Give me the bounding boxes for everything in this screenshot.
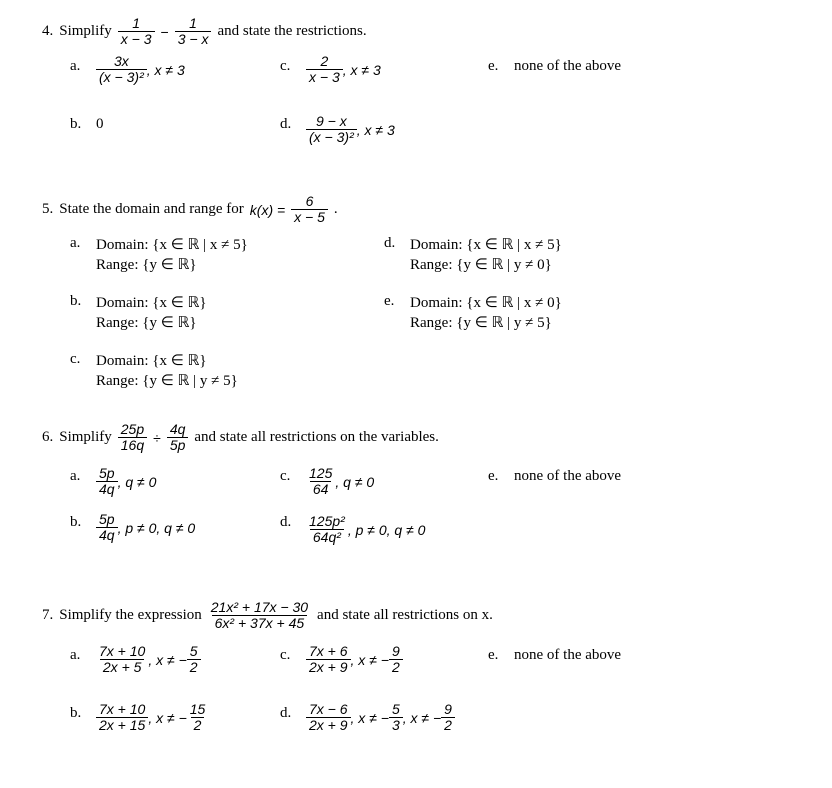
q6-option-a-label: a.: [70, 468, 81, 484]
q7-d-restriction-fraction-1: [389, 702, 403, 734]
q7-option-e: none of the above: [514, 647, 622, 663]
q4-option-d-label: d.: [280, 116, 292, 132]
q6-d-fraction: [306, 514, 348, 546]
q7-a-restriction-fraction: [187, 644, 201, 676]
q4-suffix: and state the restrictions.: [217, 23, 367, 40]
q5-function: k(x) =: [249, 201, 286, 218]
q7-b-restriction: , x ≠ −: [148, 709, 187, 726]
q4-option-b-label: b.: [70, 116, 82, 132]
q4-d-den: (x − 3)²: [306, 129, 357, 145]
q5-c-domain: Domain: {x ∈ ℝ}: [96, 353, 207, 369]
q5-f-den: x − 5: [291, 209, 328, 225]
q6-option-b: [96, 512, 195, 544]
q4-f1-den: x − 3: [118, 31, 155, 47]
q6-d-den: 64q²: [310, 529, 344, 545]
q7-option-a-label: a.: [70, 647, 81, 663]
q5-c-range: Range: {y ∈ ℝ | y ≠ 5}: [96, 373, 238, 389]
q5-b-range: Range: {y ∈ ℝ}: [96, 315, 197, 331]
q7-d-fraction: [306, 702, 351, 734]
q6-c-restriction: , q ≠ 0: [335, 473, 375, 490]
q7-number: 7.: [42, 607, 54, 624]
q7-option-c: [306, 644, 403, 676]
q7-a-num: 7x + 10: [99, 643, 146, 659]
q6-c-fraction: [306, 466, 335, 498]
q7-b-num: 7x + 10: [99, 701, 146, 717]
q6-fraction-1: [118, 422, 147, 454]
q7-b-restriction-fraction: [187, 702, 209, 734]
q6-option-b-label: b.: [70, 514, 82, 530]
q6-a-fraction: [96, 466, 118, 498]
q7-d-restriction-fraction-2: [441, 702, 455, 734]
q6-c-num: 125: [309, 465, 333, 481]
q4-d-fraction: [306, 114, 357, 146]
q7-option-b-label: b.: [70, 705, 82, 721]
q7-option-d: [306, 702, 455, 734]
q7-c-fraction: [306, 644, 351, 676]
q6-a-restriction: , q ≠ 0: [117, 473, 157, 490]
q4-fraction-2: [175, 16, 212, 48]
q7-a-fraction: [96, 644, 148, 676]
q6-b-den: 4q: [96, 527, 118, 543]
q5-option-c-label: c.: [70, 351, 81, 367]
q6-d-restriction: , p ≠ 0, q ≠ 0: [347, 521, 426, 538]
q6-option-d-label: d.: [280, 514, 292, 530]
q5-e-domain: Domain: {x ∈ ℝ | x ≠ 0}: [410, 295, 562, 311]
q6-f1-den: 16q: [118, 437, 147, 453]
q5-option-a-label: a.: [70, 235, 81, 251]
q7-option-c-label: c.: [280, 647, 291, 663]
q4-c-restriction: , x ≠ 3: [342, 61, 381, 78]
q6-suffix: and state all restrictions on the variables.: [194, 429, 439, 446]
q6-number: 6.: [42, 429, 54, 446]
q6-option-c-label: c.: [280, 468, 291, 484]
q4-minus: −: [160, 23, 169, 40]
q4-option-e: none of the above: [514, 58, 622, 74]
q4-option-c-label: c.: [280, 58, 291, 74]
q6-option-d: [306, 514, 425, 546]
q4-a-num: 3x: [113, 53, 129, 69]
q5-f-num: 6: [305, 193, 314, 209]
q4-f2-num: 1: [189, 15, 197, 31]
q6-f2-num: 4q: [169, 421, 186, 437]
q7-option-d-label: d.: [280, 705, 292, 721]
q4-d-num: 9 − x: [315, 113, 347, 129]
q4-f1-num: 1: [132, 15, 141, 31]
q7-option-e-label: e.: [488, 647, 499, 663]
q7-b-r-num: 15: [189, 701, 206, 717]
q6-b-restriction: , p ≠ 0, q ≠ 0: [117, 519, 196, 536]
q4-fraction-1: [118, 16, 155, 48]
q4-option-b: 0: [96, 116, 104, 132]
q7-f-num: 21x² + 17x − 30: [210, 599, 309, 615]
q7-stem: [42, 600, 493, 632]
q7-d-r2-num: 9: [444, 701, 452, 717]
q4-c-den: x − 3: [306, 69, 343, 85]
q5-number: 5.: [42, 201, 54, 218]
q4-stem: [42, 16, 367, 48]
q6-option-e-label: e.: [488, 468, 499, 484]
q5-stem: [42, 194, 338, 226]
q4-f2-den: 3 − x: [175, 31, 212, 47]
q6-option-a: [96, 466, 156, 498]
q6-c-den: 64: [310, 481, 332, 497]
q5-option-e-label: e.: [384, 293, 395, 309]
q4-a-den: (x − 3)²: [96, 69, 147, 85]
q6-option-e: none of the above: [514, 468, 622, 484]
q6-b-num: 5p: [99, 511, 115, 527]
q4-option-a-label: a.: [70, 58, 81, 74]
q7-a-r-den: 2: [187, 659, 201, 675]
q6-stem: [42, 422, 439, 454]
q4-option-c: [306, 54, 381, 86]
q6-fraction-2: [167, 422, 189, 454]
q6-divide: ÷: [153, 429, 161, 446]
q6-a-den: 4q: [96, 481, 118, 497]
q5-d-domain: Domain: {x ∈ ℝ | x ≠ 5}: [410, 237, 562, 253]
q4-option-e-label: e.: [488, 58, 499, 74]
q5-a-range: Range: {y ∈ ℝ}: [96, 257, 197, 273]
q7-option-b: [96, 702, 208, 734]
q5-a-domain: Domain: {x ∈ ℝ | x ≠ 5}: [96, 237, 248, 253]
q4-number: 4.: [42, 23, 54, 40]
q6-prefix: Simplify: [59, 429, 112, 446]
q6-a-num: 5p: [99, 465, 115, 481]
q5-e-range: Range: {y ∈ ℝ | y ≠ 5}: [410, 315, 552, 331]
q7-prefix: Simplify the expression: [59, 607, 202, 624]
q4-option-a: [96, 54, 185, 86]
q7-d-r1-num: 5: [391, 701, 400, 717]
q6-f2-den: 5p: [167, 437, 189, 453]
q4-a-fraction: [96, 54, 147, 86]
q7-a-r-num: 5: [189, 643, 198, 659]
q6-b-fraction: [96, 512, 118, 544]
q4-c-num: 2: [320, 53, 329, 69]
q7-b-r-den: 2: [191, 717, 205, 733]
q7-suffix: and state all restrictions on x.: [317, 607, 493, 624]
q7-a-den: 2x + 5: [100, 659, 145, 675]
q4-option-d: [306, 114, 395, 146]
q7-a-restriction: , x ≠ −: [148, 651, 187, 668]
q5-option-d-label: d.: [384, 235, 396, 251]
q7-d-r1-den: 3: [389, 717, 403, 733]
q5-period: .: [333, 201, 338, 218]
q5-option-b-label: b.: [70, 293, 82, 309]
q7-d-restriction-2: , x ≠ −: [402, 709, 442, 726]
q7-d-num: 7x − 6: [309, 701, 348, 717]
q7-d-den: 2x + 9: [306, 717, 351, 733]
q7-c-r-den: 2: [389, 659, 403, 675]
q7-b-den: 2x + 15: [96, 717, 148, 733]
q4-c-fraction: [306, 54, 343, 86]
q5-b-domain: Domain: {x ∈ ℝ}: [96, 295, 207, 311]
q7-c-r-num: 9: [391, 643, 400, 659]
q4-d-restriction: , x ≠ 3: [356, 121, 395, 138]
q6-f1-num: 25p: [120, 421, 145, 437]
q7-f-den: 6x² + 37x + 45: [212, 615, 308, 631]
q7-option-a: [96, 644, 201, 676]
q7-c-den: 2x + 9: [306, 659, 351, 675]
q5-d-range: Range: {y ∈ ℝ | y ≠ 0}: [410, 257, 552, 273]
q7-c-restriction-fraction: [389, 644, 403, 676]
q7-fraction: [208, 600, 311, 632]
q7-c-num: 7x + 6: [309, 643, 348, 659]
q6-option-c: [306, 466, 374, 498]
q4-a-restriction: , x ≠ 3: [146, 61, 185, 78]
q4-prefix: Simplify: [59, 23, 112, 40]
q6-d-num: 125p²: [309, 513, 345, 529]
q5-fraction: [291, 194, 328, 226]
q7-d-restriction-1: , x ≠ −: [350, 709, 389, 726]
q7-c-restriction: , x ≠ −: [350, 651, 389, 668]
q5-prefix: State the domain and range for: [59, 201, 244, 218]
q7-b-fraction: [96, 702, 148, 734]
q7-d-r2-den: 2: [441, 717, 455, 733]
